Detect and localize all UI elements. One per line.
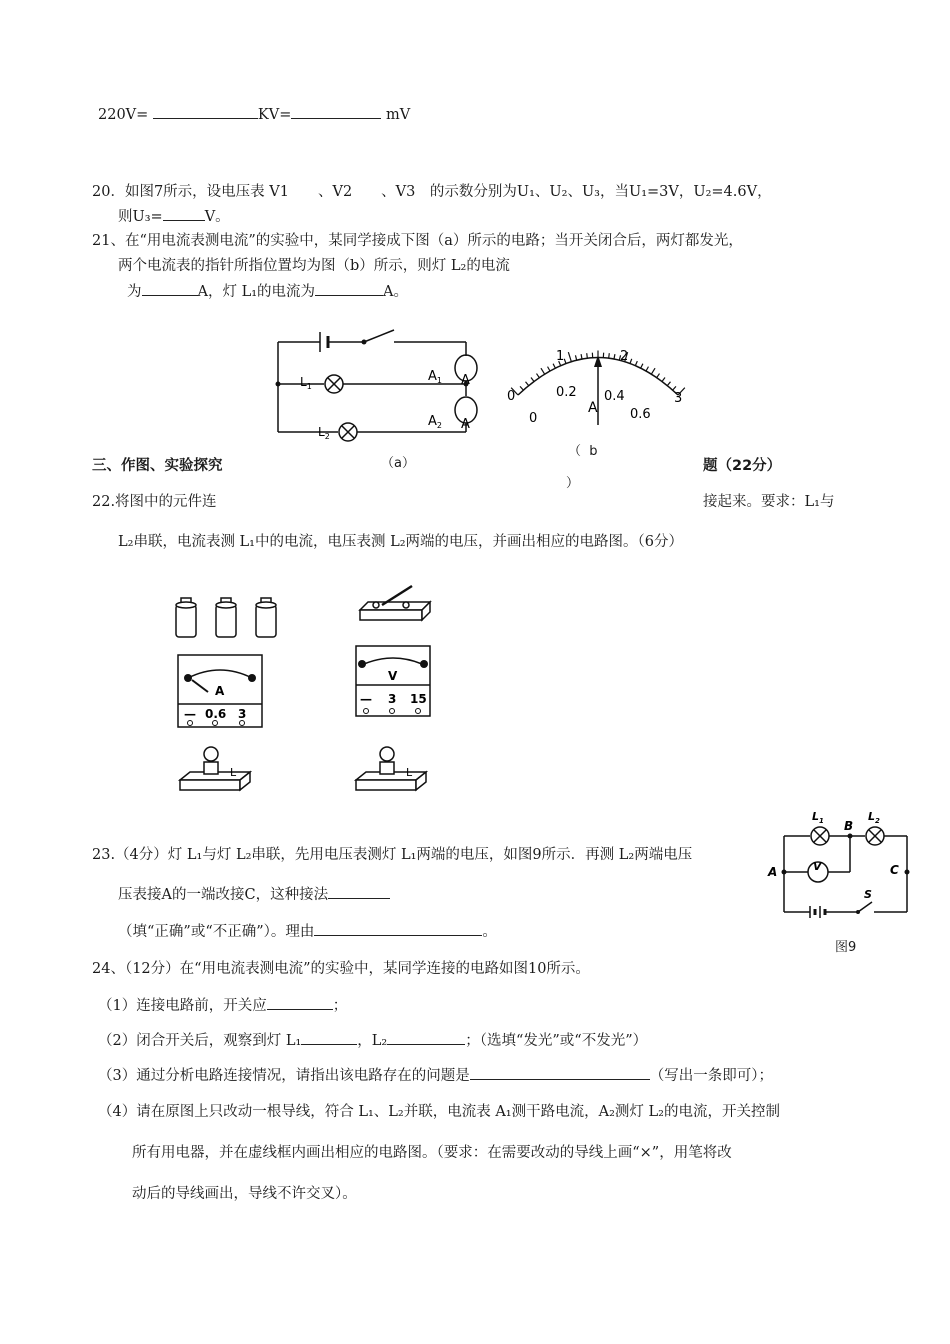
figure-a-caption: （a） xyxy=(381,456,415,471)
paren-open: （ xyxy=(568,444,582,459)
q24-part4-line1: （4）请在原图上只改动一根导线，符合 L₁、L₂并联，电流表 A₁测干路电流，A₂测灯 L₂的电流，开关控制 xyxy=(98,1104,780,1120)
answer-blank-problem[interactable] xyxy=(470,1065,650,1080)
tick-label-inner-02: 0.2 xyxy=(556,385,577,400)
meter-a2-symbol: A xyxy=(461,417,470,432)
q21-text: A。 xyxy=(383,284,409,300)
voltmeter-unit: V xyxy=(388,669,398,683)
meter-a1-symbol: A xyxy=(461,373,470,388)
q21-line2: 两个电流表的指针所指位置均为图（b）所示，则灯 L₂的电流 xyxy=(118,258,510,274)
q24-text: ；（选填“发光”或“不发光”） xyxy=(465,1033,648,1049)
ammeter-unit: A xyxy=(215,684,225,698)
figure-b-caption-open xyxy=(568,440,598,459)
q24-part2 xyxy=(98,1029,647,1050)
dial-tick xyxy=(587,353,588,358)
dial-tick xyxy=(646,367,648,371)
lamp1-label: L xyxy=(230,766,237,779)
dial-tick xyxy=(614,354,615,359)
components-figure xyxy=(160,580,460,800)
q23-line3 xyxy=(118,920,497,941)
dial-tick xyxy=(575,355,576,360)
q23-text: 。 xyxy=(482,924,497,940)
q21-line1: 21、在“用电流表测电流”的实验中，某同学接成下图（a）所示的电路；当开关闭合后，两灯都发光， xyxy=(92,233,743,249)
answer-blank-l2-current[interactable] xyxy=(142,281,198,296)
circuit-figure-9 xyxy=(762,808,912,918)
answer-blank-reason[interactable] xyxy=(314,921,482,936)
switch-component xyxy=(360,586,430,620)
q24-part4-line2: 所有用电器，并在虚线框内画出相应的电路图。（要求：在需要改动的导线上画“×”，用笔将改 xyxy=(132,1145,732,1161)
figure-b-caption-close: ） xyxy=(566,476,580,491)
q21-line3 xyxy=(127,280,408,301)
fig9-label-c: C xyxy=(890,863,899,877)
q24-text: （写出一条即可）； xyxy=(649,1068,773,1084)
circuit-figure-a xyxy=(268,322,498,472)
answer-blank-correctness[interactable] xyxy=(328,884,390,899)
dial-tick xyxy=(541,368,545,374)
label-l2: $L_2$ xyxy=(318,425,330,441)
fig9-label-a: A xyxy=(768,865,778,879)
q20-text-v: V。 xyxy=(204,209,230,225)
lamp-component-1 xyxy=(180,747,250,790)
dial-tick xyxy=(531,378,534,382)
tick-label-inner-06: 0.6 xyxy=(630,407,651,422)
ammeter-range-06: 0.6 xyxy=(205,707,227,721)
q24-text: ； xyxy=(332,998,348,1014)
q24-text: （2）闭合开关后，观察到灯 L₁ xyxy=(98,1033,302,1049)
dial-tick xyxy=(568,352,571,362)
unit-conversion-line xyxy=(98,104,410,123)
label-l1: $L_1$ xyxy=(300,375,312,391)
label-a2: $A_2$ xyxy=(428,414,442,430)
text-kv: KV= xyxy=(257,107,292,123)
dial-tick xyxy=(609,353,610,358)
fig9-voltmeter-symbol: V xyxy=(813,860,822,873)
lamp-component-2 xyxy=(356,747,426,790)
dial-tick xyxy=(667,382,670,386)
answer-blank[interactable] xyxy=(291,104,381,119)
voltmeter-range-3: 3 xyxy=(388,692,397,706)
caption-b: b xyxy=(589,444,598,459)
dial-tick xyxy=(651,368,655,374)
fig9-label-b: B xyxy=(844,819,854,833)
voltmeter-range-15: 15 xyxy=(410,692,427,706)
ammeter-range-3: 3 xyxy=(238,707,247,721)
dial-tick xyxy=(673,386,676,390)
tick-label-inner-04: 0.4 xyxy=(604,389,625,404)
dial-tick xyxy=(553,364,555,368)
voltmeter-minus: — xyxy=(360,692,372,706)
dial-tick xyxy=(520,386,523,390)
q22-line1a: 22.将图中的元件连 xyxy=(92,494,217,510)
q21-text: 为 xyxy=(127,284,142,300)
answer-blank-u3[interactable] xyxy=(163,206,205,221)
tick-label-outer-0: 0 xyxy=(507,389,516,404)
q24-text: （3）通过分析电路连接情况，请指出该电路存在的问题是 xyxy=(98,1068,470,1084)
dial-tick xyxy=(526,382,529,386)
fig9-label-l2: $L_2$ xyxy=(868,810,880,825)
tick-label-outer-2: 2 xyxy=(620,349,629,364)
ammeter-minus: — xyxy=(184,707,196,721)
q21-text: A，灯 L₁的电流为 xyxy=(197,284,316,300)
q23-line2 xyxy=(118,883,390,904)
dial-tick xyxy=(635,361,637,366)
section-score: 题（22分） xyxy=(703,458,782,474)
q20-text: 则U₃= xyxy=(118,209,163,225)
battery-cells xyxy=(176,598,276,637)
q24-part4-line3: 动后的导线画出，导线不许交叉）。 xyxy=(132,1186,357,1202)
q24-text: ，L₂ xyxy=(357,1033,388,1049)
q23-line1: 23.（4分）灯 L₁与灯 L₂串联，先用电压表测灯 L₁两端的电压，如图9所示．再测 L₂两端电压 xyxy=(92,847,693,863)
answer-blank-l1[interactable] xyxy=(301,1030,357,1045)
q24-part3 xyxy=(98,1064,773,1085)
dial-tick xyxy=(537,374,540,378)
text-mv: mV xyxy=(385,107,411,123)
q22-line1b: 接起来。要求：L₁与 xyxy=(703,494,835,510)
tick-label-inner-0: 0 xyxy=(529,411,538,426)
dial-tick xyxy=(641,364,643,368)
dial-tick xyxy=(581,354,582,359)
q24-part1 xyxy=(98,994,347,1015)
answer-blank-switch-state[interactable] xyxy=(267,995,333,1010)
answer-blank[interactable] xyxy=(153,104,258,119)
lamp2-label: L xyxy=(406,766,413,779)
q22-line2: L₂串联，电流表测 L₁中的电流，电压表测 L₂两端的电压，并画出相应的电路图。（6分） xyxy=(118,534,684,550)
fig9-label-l1: $L_1$ xyxy=(812,810,824,825)
q20-line2 xyxy=(118,205,230,226)
dial-tick xyxy=(630,359,632,364)
section-title: 三、作图、实验探究 xyxy=(92,458,223,474)
dial-tick xyxy=(657,374,660,378)
q20-line1: 20．如图7所示，设电压表 V1 、V2 、V3 的示数分别为U₁、U₂、U₃，当U₁=3V，U₂=4.6V， xyxy=(92,184,772,200)
q24-line0: 24、（12分）在“用电流表测电流”的实验中，某同学连接的电路如图10所示。 xyxy=(92,961,590,977)
answer-blank-l2[interactable] xyxy=(387,1030,465,1045)
label-a1: $A_1$ xyxy=(428,369,442,385)
dial-unit-a: A xyxy=(588,400,598,416)
dial-tick xyxy=(564,359,566,364)
q23-text: 压表接A的一端改接C，这种接法 xyxy=(118,887,329,903)
figure-9-caption: 图9 xyxy=(835,940,857,955)
q24-text: （1）连接电路前，开关应 xyxy=(98,998,267,1014)
fig9-label-s: S xyxy=(864,888,872,901)
q23-text: （填“正确”或“不正确”）。理由 xyxy=(118,924,315,940)
ammeter-dial-figure-b xyxy=(498,330,698,460)
dial-tick xyxy=(662,378,665,382)
text-220v: 220V= xyxy=(98,107,149,123)
answer-blank-l1-current[interactable] xyxy=(315,281,383,296)
dial-tick xyxy=(548,367,550,371)
tick-label-outer-1: 1 xyxy=(556,349,565,364)
tick-label-outer-3: 3 xyxy=(674,391,683,406)
